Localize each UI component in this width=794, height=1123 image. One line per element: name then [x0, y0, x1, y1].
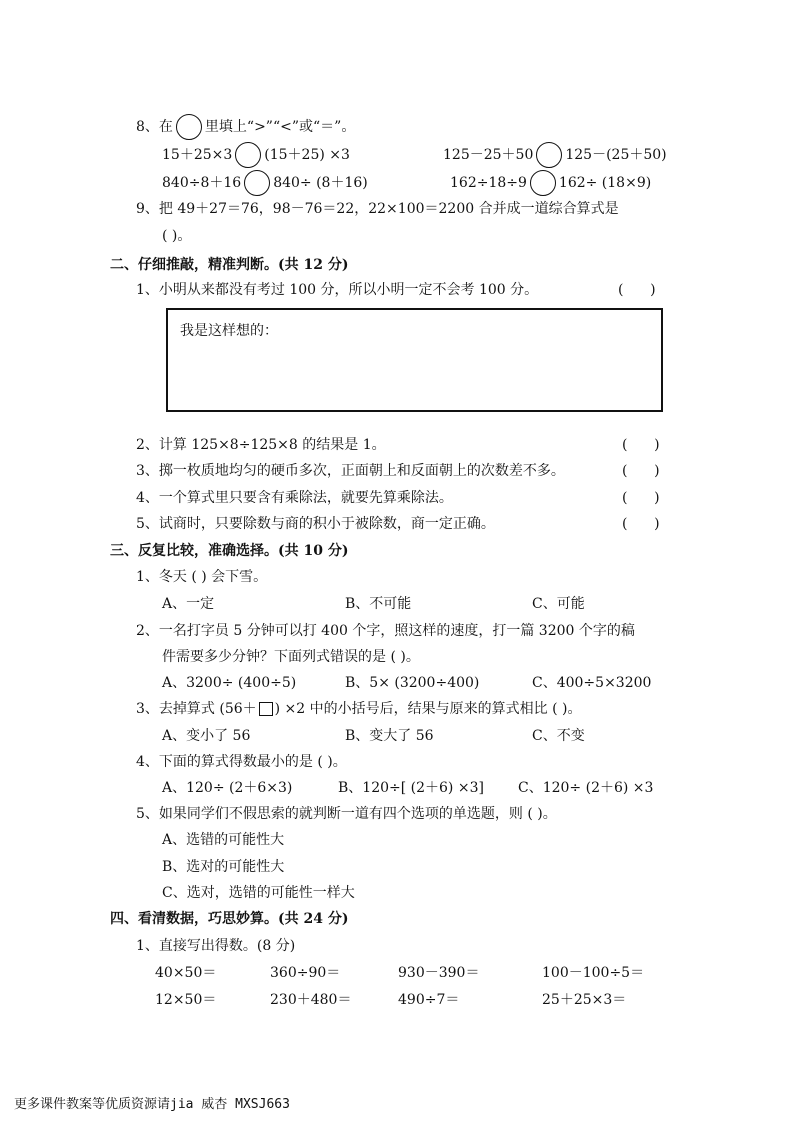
circle-blank-icon: [176, 114, 202, 140]
s3-q2-line2: 件需要多少分钟？下面列式错误的是 ( )。: [162, 649, 420, 665]
q8-row2-left: [162, 170, 368, 196]
s3-q5-option-a[interactable]: A、选错的可能性大: [162, 832, 285, 848]
thinking-box-label: 我是这样想的：: [180, 323, 278, 339]
expr-text: 840÷ (8＋16): [273, 175, 368, 191]
s2-item3-answer[interactable]: ( ): [622, 463, 660, 479]
section4-title: 四、看清数据，巧思妙算。(共 24 分): [110, 911, 349, 927]
s2-item2-answer[interactable]: ( ): [622, 437, 660, 453]
s3-q1-option-b[interactable]: B、不可能: [345, 596, 412, 612]
s3-q5-option-c[interactable]: C、选对，选错的可能性一样大: [162, 885, 355, 901]
calc-item[interactable]: 40×50＝: [155, 965, 217, 981]
calc-item[interactable]: 25＋25×3＝: [542, 992, 627, 1008]
s3-q4-option-b[interactable]: B、120÷[ (2＋6) ×3]: [338, 780, 484, 796]
s3-q4-option-a[interactable]: A、120÷ (2＋6×3): [162, 780, 293, 796]
s3-q2-option-b[interactable]: B、5× (3200÷400): [345, 675, 480, 691]
q8-instruction: [136, 114, 355, 140]
s3-q1: 1、冬天 ( ) 会下雪。: [136, 569, 268, 585]
expr-text: 162÷ (18×9): [558, 175, 652, 191]
s3-q3-post: ) ×2 中的小括号后，结果与原来的算式相比 ( )。: [274, 701, 582, 717]
thinking-box[interactable]: [166, 308, 663, 412]
s3-q1-option-a[interactable]: A、一定: [162, 596, 215, 612]
q9-line1: 9、把 49＋27＝76，98－76＝22，22×100＝2200 合并成一道综合算式是: [136, 201, 619, 217]
q8-row1-left: [162, 142, 350, 168]
expr-text: 125－25＋50: [443, 147, 534, 163]
s3-q5-option-b[interactable]: B、选对的可能性大: [162, 859, 285, 875]
answer-circle[interactable]: [235, 142, 261, 168]
s2-item5-answer[interactable]: ( ): [622, 516, 660, 532]
q8-row1-right: [443, 142, 667, 168]
s3-q4-option-c[interactable]: C、120÷ (2＋6) ×3: [518, 780, 654, 796]
s3-q4: 4、下面的算式得数最小的是 ( )。: [136, 754, 347, 770]
answer-circle[interactable]: [244, 170, 270, 196]
q8-suffix: 里填上“>”“<”或“＝”。: [204, 119, 356, 135]
q9-answer-blank[interactable]: ( )。: [162, 228, 192, 244]
section3-title: 三、反复比较，准确选择。(共 10 分): [110, 543, 349, 559]
s2-item3: 3、掷一枚质地均匀的硬币多次，正面朝上和反面朝上的次数差不多。: [136, 463, 565, 479]
q8-prefix: 8、在: [136, 119, 173, 135]
s2-item2: 2、计算 125×8÷125×8 的结果是 1。: [136, 437, 386, 453]
expr-text: 840÷8＋16: [162, 175, 242, 191]
s3-q3-option-b[interactable]: B、变大了 56: [345, 728, 434, 744]
s3-q2-option-a[interactable]: A、3200÷ (400÷5): [162, 675, 297, 691]
calc-item[interactable]: 100－100÷5＝: [542, 965, 645, 981]
calc-item[interactable]: 930－390＝: [398, 965, 480, 981]
s3-q1-option-c[interactable]: C、可能: [532, 596, 585, 612]
s2-item1-answer[interactable]: ( ): [618, 282, 656, 298]
expr-text: 162÷18÷9: [450, 175, 527, 191]
s3-q2-line1: 2、一名打字员 5 分钟可以打 400 个字，照这样的速度，打一篇 3200 个字的稿: [136, 623, 635, 639]
s2-item5: 5、试商时，只要除数与商的积小于被除数，商一定正确。: [136, 516, 495, 532]
calc-item[interactable]: 230＋480＝: [270, 992, 352, 1008]
s3-q3-pre: 3、去掉算式 (56＋: [136, 701, 257, 717]
footer-note: 更多课件教案等优质资源请jia 威杏 MXSJ663: [14, 1097, 290, 1112]
s2-item4-answer[interactable]: ( ): [622, 490, 660, 506]
s3-q3: [136, 699, 581, 719]
answer-circle[interactable]: [530, 170, 556, 196]
s3-q3-option-a[interactable]: A、变小了 56: [162, 728, 251, 744]
square-blank-icon: [259, 702, 273, 716]
s2-item1: 1、小明从来都没有考过 100 分，所以小明一定不会考 100 分。: [136, 282, 539, 298]
section2-title: 二、仔细推敲，精准判断。(共 12 分): [110, 257, 349, 273]
s3-q5: 5、如果同学们不假思索的就判断一道有四个选项的单选题，则 ( )。: [136, 806, 557, 822]
q8-row2-right: [450, 170, 651, 196]
expr-text: 125－(25＋50): [565, 147, 667, 163]
calc-item[interactable]: 12×50＝: [155, 992, 217, 1008]
s3-q3-option-c[interactable]: C、不变: [532, 728, 585, 744]
s3-q2-option-c[interactable]: C、400÷5×3200: [532, 675, 652, 691]
expr-text: (15＋25) ×3: [264, 147, 350, 163]
calc-item[interactable]: 490÷7＝: [398, 992, 460, 1008]
s2-item4: 4、一个算式里只要含有乘除法，就要先算乘除法。: [136, 490, 453, 506]
answer-circle[interactable]: [536, 142, 562, 168]
expr-text: 15＋25×3: [162, 147, 233, 163]
calc-item[interactable]: 360÷90＝: [270, 965, 341, 981]
s4-sub1: 1、直接写出得数。(8 分): [136, 938, 296, 954]
